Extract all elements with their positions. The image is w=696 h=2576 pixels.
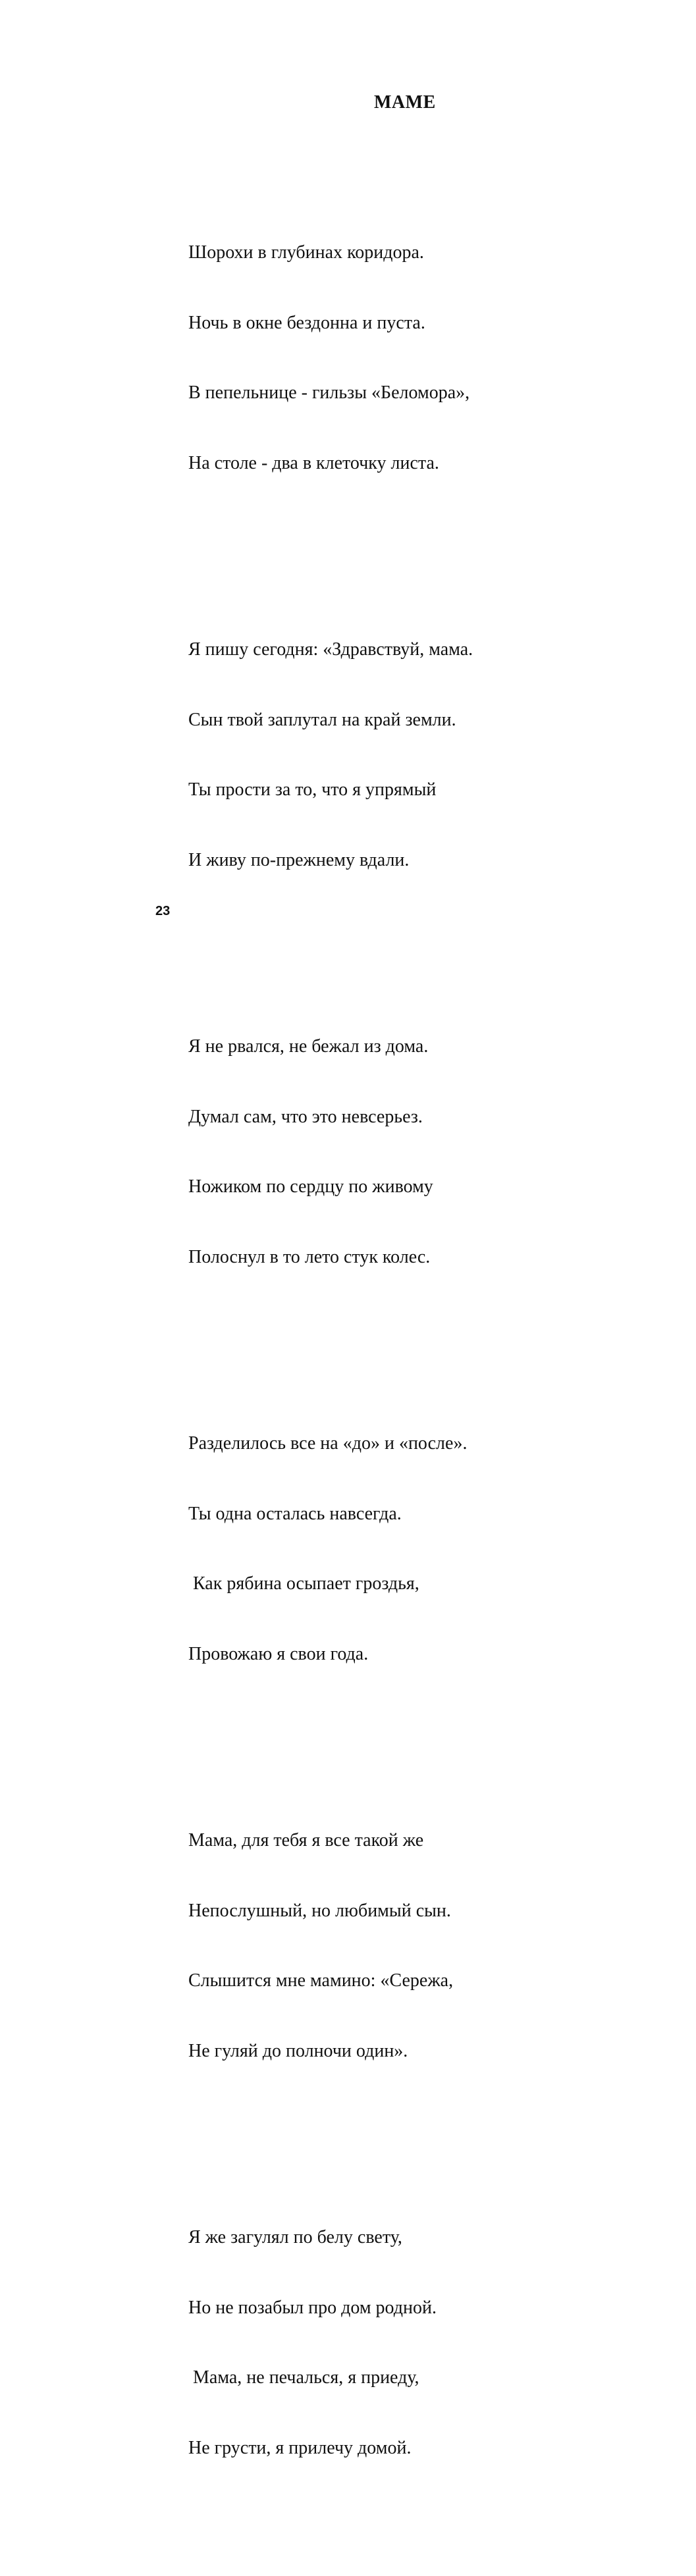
stanza xyxy=(188,1385,473,1712)
poem-line: Мама, для тебя я все такой же xyxy=(188,1830,424,1851)
poem-line: Ночь в окне бездонна и пуста. xyxy=(188,312,425,333)
poem-line: Шорохи в глубинах коридора. xyxy=(188,242,424,263)
stanza xyxy=(188,2179,473,2506)
stanza xyxy=(188,194,473,521)
poem-line: Не грусти, я прилечу домой. xyxy=(188,2437,412,2458)
poem-line: Провожаю я свои года. xyxy=(188,1643,369,1664)
poem-line: Сын твой заплутал на край земли. xyxy=(188,709,456,730)
poem-line: Разделилось все на «до» и «после». xyxy=(188,1433,468,1454)
poem-line: Как рябина осыпает гроздья, xyxy=(188,1573,419,1594)
poem-line: Думал сам, что это невсерьез. xyxy=(188,1106,423,1127)
page-number: 23 xyxy=(155,904,171,918)
poem-line: Полоснул в то лето стук колес. xyxy=(188,1246,431,1267)
poem-body xyxy=(188,147,473,2576)
poem-line: Я пишу сегодня: «Здравствуй, мама. xyxy=(188,639,473,660)
poem-line: Но не позабыл про дом родной. xyxy=(188,2297,437,2318)
stanza xyxy=(188,988,473,1315)
poem-line: В пепельнице - гильзы «Беломора», xyxy=(188,382,470,403)
poem-line: Ты прости за то, что я упрямый xyxy=(188,779,437,800)
poem-line: Ты одна осталась навсегда. xyxy=(188,1503,402,1524)
poem-line: Непослушный, но любимый сын. xyxy=(188,1900,451,1921)
poem-line: Мама, не печалься, я приеду, xyxy=(188,2367,419,2388)
stanza xyxy=(188,591,473,918)
poem-line: Слышится мне мамино: «Сережа, xyxy=(188,1970,454,1991)
poem-line: Ножиком по сердцу по живому xyxy=(188,1176,433,1197)
stanza xyxy=(188,1782,473,2109)
poem-line: И живу по-прежнему вдали. xyxy=(188,849,410,870)
poem-line: Я не рвался, не бежал из дома. xyxy=(188,1036,429,1057)
poem-line: Я же загулял по белу свету, xyxy=(188,2227,402,2247)
poem-title: МАМЕ xyxy=(374,92,436,113)
poem-line: Не гуляй до полночи один». xyxy=(188,2040,408,2061)
poem-line: На столе - два в клеточку листа. xyxy=(188,452,439,473)
